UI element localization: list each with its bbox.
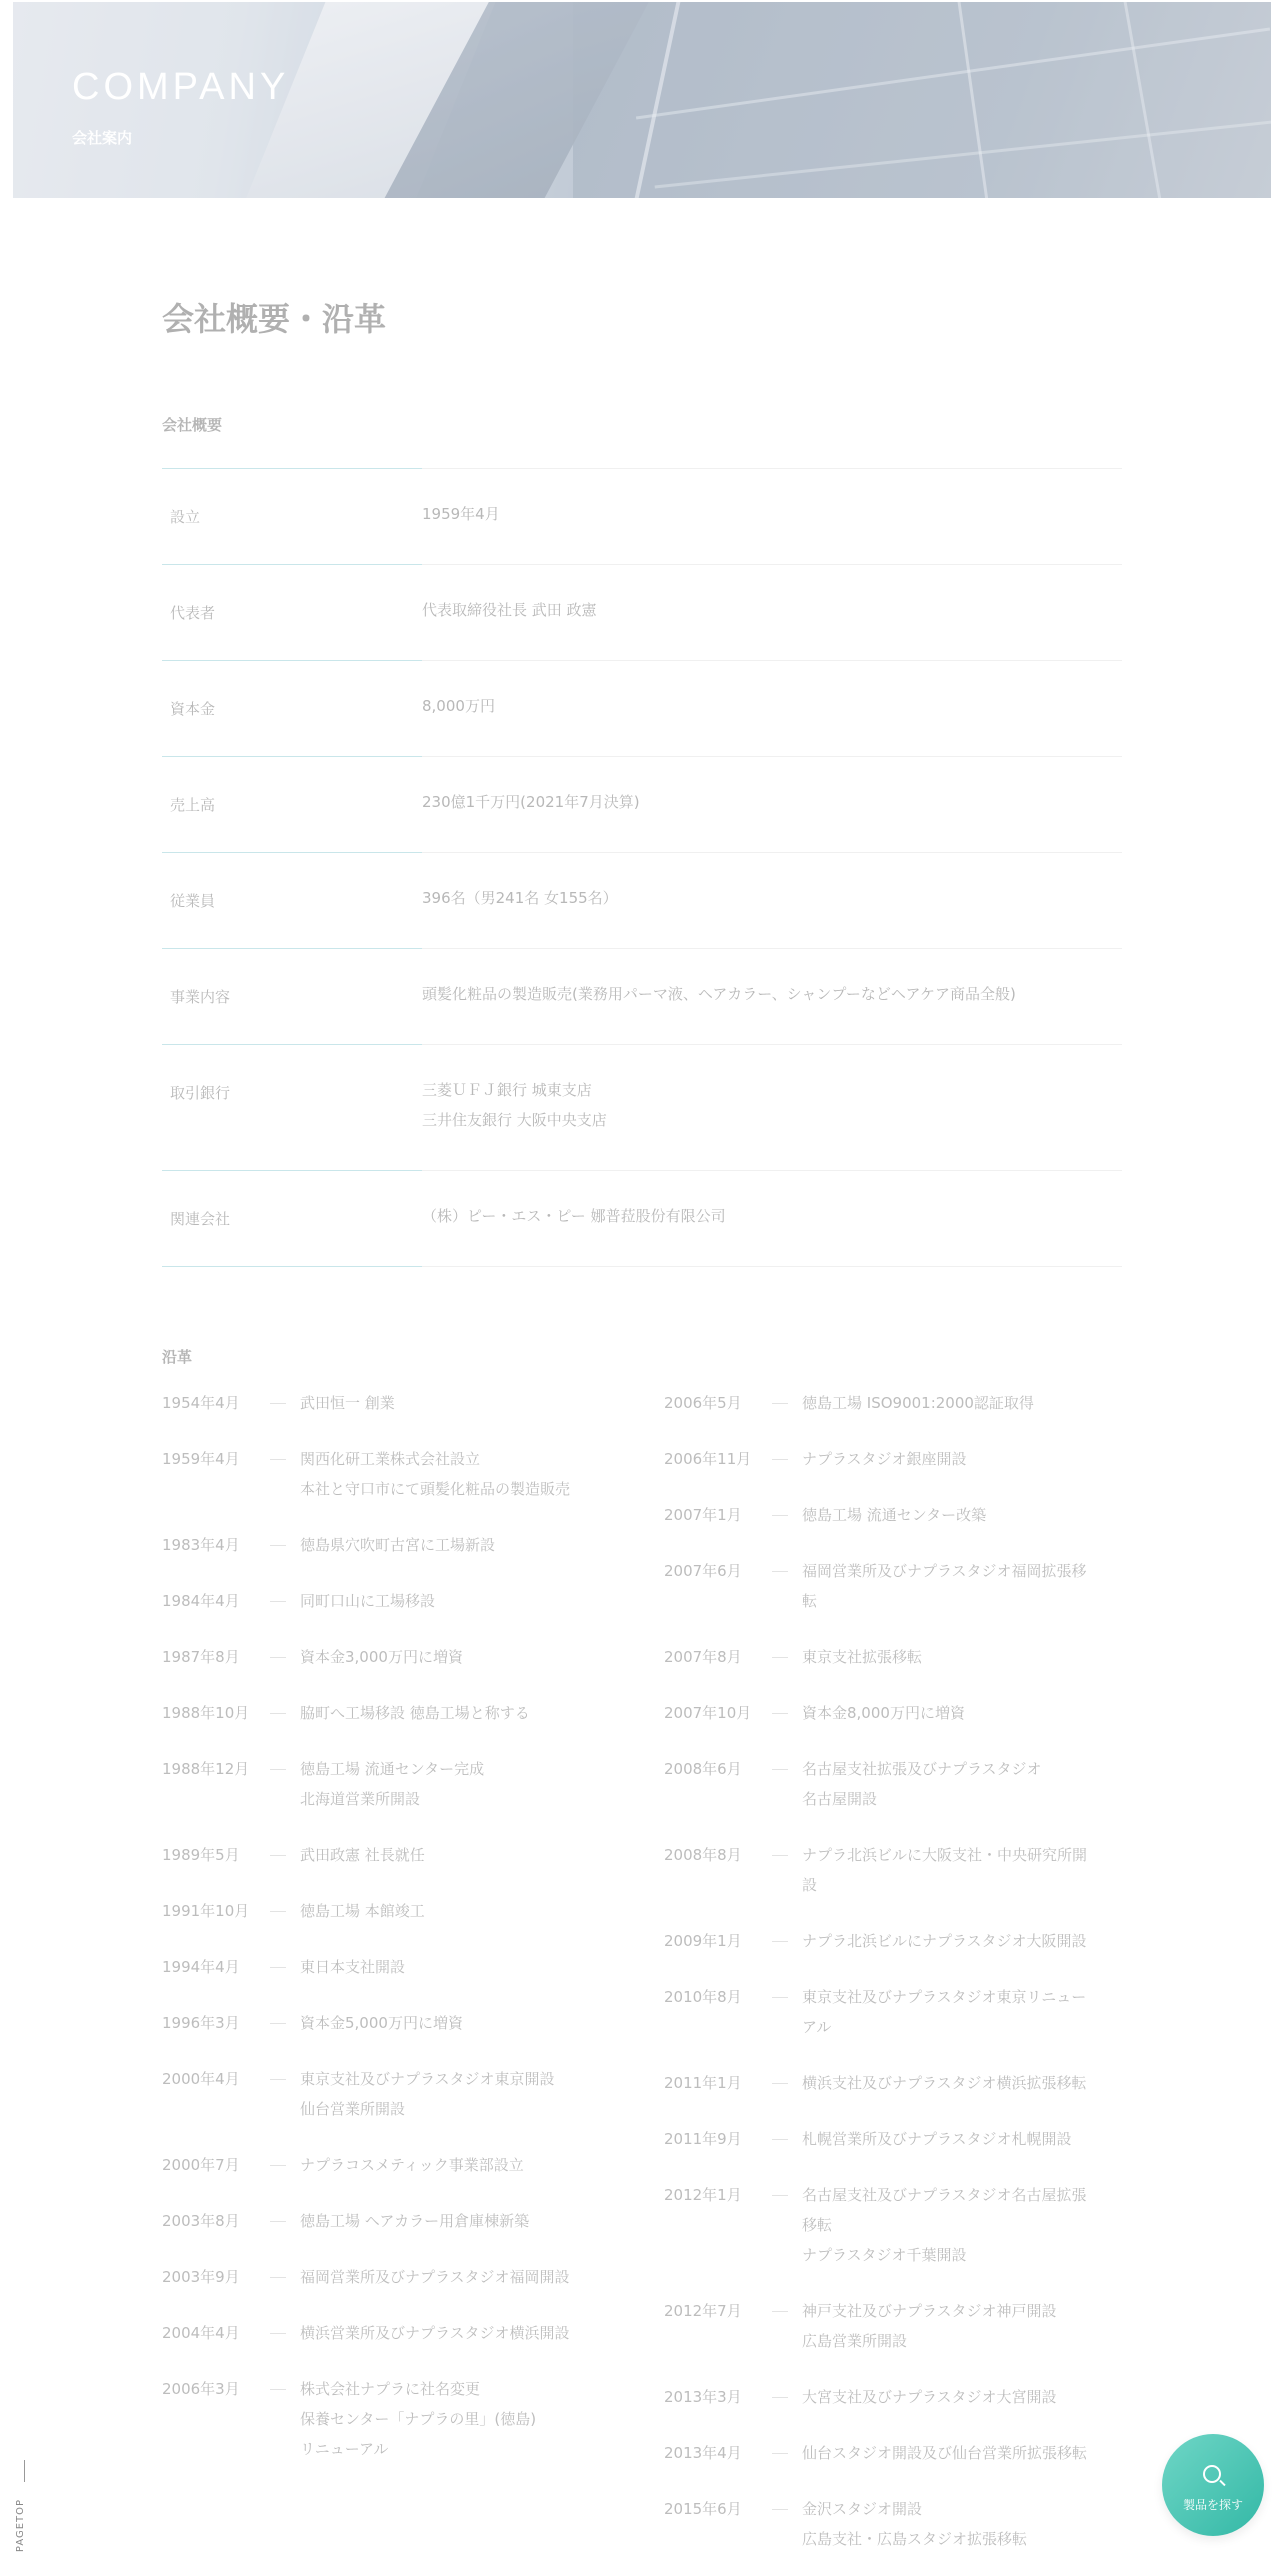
- history-dash: [266, 1444, 300, 1504]
- overview-row: [162, 661, 1122, 757]
- history-item: [664, 2180, 1124, 2270]
- history-item: [664, 1926, 1124, 1956]
- history-date: 2011年1月: [664, 2074, 742, 2092]
- history-dash: [768, 1444, 802, 1474]
- history-text-line: 同町口山に工場移設: [300, 1592, 436, 1610]
- history-text: [300, 1444, 622, 1504]
- history-text-line: 転: [802, 1592, 818, 1610]
- overview-row: [162, 469, 1122, 565]
- history-text-line: 名古屋支社拡張及びナプラスタジオ: [802, 1760, 1042, 1778]
- history-text-line: 資本金3,000万円に増資: [300, 1648, 463, 1666]
- history-text-line: 福岡営業所及びナプラスタジオ福岡拡張移: [802, 1562, 1087, 1580]
- history-dash: [266, 2064, 300, 2124]
- history-heading: 沿革: [162, 1348, 193, 1366]
- history-text-line: 徳島工場 ヘアカラー用倉庫棟新築: [300, 2212, 530, 2230]
- history-item: [664, 2438, 1124, 2468]
- history-item: [162, 1444, 622, 1504]
- history-date: 1994年4月: [162, 1958, 240, 1976]
- pagetop-link[interactable]: [14, 2460, 36, 2560]
- history-date: 2007年10月: [664, 1704, 752, 1722]
- history-item: [162, 2206, 622, 2236]
- history-text-line: ナプラコスメティック事業部設立: [300, 2156, 524, 2174]
- history-dash: [768, 2494, 802, 2554]
- history-text-line: ナプラ北浜ビルに大阪支社・中央研究所開: [802, 1846, 1088, 1864]
- history-text: [802, 1982, 1124, 2042]
- history-text: [300, 1840, 622, 1870]
- overview-row: [162, 757, 1122, 853]
- overview-row-value: [422, 654, 1122, 756]
- history-date: 2008年8月: [664, 1846, 742, 1864]
- history-text-line: 名古屋開設: [802, 1790, 878, 1808]
- history-dash: [768, 1982, 802, 2042]
- history-text-line: 東京支社及びナプラスタジオ東京リニュー: [802, 1988, 1087, 2006]
- history-dash: [768, 1388, 802, 1418]
- hero-title: COMPANY: [72, 66, 290, 108]
- history-dash: [266, 2318, 300, 2348]
- history-item: [664, 1556, 1124, 1616]
- history-dash: [768, 1556, 802, 1616]
- history-item: [664, 2494, 1124, 2554]
- history-text-line: 横浜営業所及びナプラスタジオ横浜開設: [300, 2324, 570, 2342]
- hero-banner: [13, 2, 1271, 198]
- history-dash: [266, 1530, 300, 1560]
- history-text: [802, 2494, 1124, 2554]
- overview-row-label: 資本金: [170, 700, 216, 718]
- history-item: [664, 2296, 1124, 2356]
- history-date: 1989年5月: [162, 1846, 240, 1864]
- history-date: 2013年4月: [664, 2444, 742, 2462]
- history-text: [802, 1840, 1124, 1900]
- history-item: [664, 1642, 1124, 1672]
- history-dash: [768, 1926, 802, 1956]
- history-dash: [266, 1586, 300, 1616]
- overview-row: [162, 565, 1122, 661]
- history-date: 2007年6月: [664, 1562, 742, 1580]
- page-title: 会社概要・沿革: [162, 300, 387, 338]
- history-text: [300, 1896, 622, 1926]
- history-text: [300, 2262, 622, 2292]
- history-list-right: [664, 1388, 1124, 2568]
- overview-value-line: 三井住友銀行 大阪中央支店: [422, 1111, 607, 1129]
- overview-row-label: 関連会社: [170, 1210, 231, 1228]
- history-text: [802, 1754, 1124, 1814]
- history-dash: [768, 1698, 802, 1728]
- history-date: 2011年9月: [664, 2130, 742, 2148]
- history-text: [300, 2150, 622, 2180]
- history-text: [802, 1388, 1124, 1418]
- history-item: [664, 2068, 1124, 2098]
- history-item: [664, 1982, 1124, 2042]
- history-date: 1991年10月: [162, 1902, 250, 1920]
- history-item: [162, 1586, 622, 1616]
- overview-value-line: 1959年4月: [422, 505, 500, 523]
- overview-row: [162, 949, 1122, 1045]
- history-list-left: [162, 1388, 622, 2490]
- history-item: [664, 2382, 1124, 2412]
- history-text-line: 名古屋支社及びナプラスタジオ名古屋拡張: [802, 2186, 1087, 2204]
- overview-row-value: [422, 942, 1122, 1044]
- history-text-line: 関西化研工業株式会社設立: [300, 1450, 481, 1468]
- history-text: [300, 2318, 622, 2348]
- overview-row-label: 従業員: [170, 892, 216, 910]
- overview-row-value: [422, 1164, 1122, 1266]
- overview-value-line: 三菱ＵＦＪ銀行 城東支店: [422, 1081, 592, 1099]
- history-text-line: 設: [802, 1876, 818, 1894]
- history-text: [802, 1698, 1124, 1728]
- overview-value-line: 8,000万円: [422, 697, 495, 715]
- history-date: 1988年12月: [162, 1760, 250, 1778]
- overview-row: [162, 853, 1122, 949]
- history-text: [300, 2206, 622, 2236]
- find-products-label: 製品を探す: [1182, 2498, 1243, 2512]
- history-text-line: 徳島工場 流通センター改築: [802, 1506, 987, 1524]
- history-text-line: 徳島工場 本館竣工: [300, 1902, 425, 1920]
- history-date: 2000年7月: [162, 2156, 240, 2174]
- history-text-line: 武田政憲 社長就任: [300, 1846, 425, 1864]
- history-text: [300, 2064, 622, 2124]
- history-text-line: 徳島工場 ISO9001:2000認証取得: [802, 1394, 1034, 1412]
- history-date: 1954年4月: [162, 1394, 240, 1412]
- history-text-line: 札幌営業所及びナプラスタジオ札幌開設: [802, 2130, 1072, 2148]
- history-text: [802, 1642, 1124, 1672]
- history-date: 2003年8月: [162, 2212, 240, 2230]
- history-dash: [266, 1388, 300, 1418]
- pagetop-label: PAGETOP: [15, 2498, 27, 2553]
- history-dash: [266, 1754, 300, 1814]
- pagetop-line: [24, 2460, 25, 2482]
- overview-row-value: [422, 846, 1122, 948]
- history-date: 2009年1月: [664, 1932, 742, 1950]
- history-date: 1959年4月: [162, 1450, 240, 1468]
- overview-row-value: [422, 750, 1122, 852]
- history-text-line: 広島営業所開設: [802, 2332, 908, 2350]
- history-item: [162, 1896, 622, 1926]
- history-dash: [266, 1642, 300, 1672]
- history-text: [300, 2008, 622, 2038]
- history-item: [664, 2124, 1124, 2154]
- history-text: [802, 2124, 1124, 2154]
- history-dash: [266, 2262, 300, 2292]
- history-text: [802, 2438, 1124, 2468]
- overview-row: [162, 1171, 1122, 1267]
- history-dash: [768, 2124, 802, 2154]
- history-item: [664, 1754, 1124, 1814]
- history-text-line: ナプラスタジオ銀座開設: [802, 1450, 967, 1468]
- history-text: [802, 1926, 1124, 1956]
- history-dash: [768, 1840, 802, 1900]
- history-date: 2010年8月: [664, 1988, 742, 2006]
- history-date: 1987年8月: [162, 1648, 240, 1666]
- history-date: 2012年7月: [664, 2302, 742, 2320]
- history-item: [664, 1444, 1124, 1474]
- history-text: [300, 1698, 622, 1728]
- history-text-line: 本社と守口市にて頭髪化粧品の製造販売: [300, 1480, 571, 1498]
- history-dash: [266, 2008, 300, 2038]
- history-date: 2008年6月: [664, 1760, 742, 1778]
- history-dash: [768, 2296, 802, 2356]
- history-date: 2003年9月: [162, 2268, 240, 2286]
- history-item: [162, 1952, 622, 1982]
- history-text-line: 株式会社ナプラに社名変更: [300, 2380, 481, 2398]
- history-text-line: 仙台営業所開設: [300, 2100, 406, 2118]
- history-dash: [266, 1698, 300, 1728]
- history-dash: [266, 2150, 300, 2180]
- history-text: [300, 1586, 622, 1616]
- overview-row-label: 代表者: [170, 604, 216, 622]
- history-dash: [768, 2068, 802, 2098]
- overview-row-label: 売上高: [170, 796, 216, 814]
- history-date: 2007年8月: [664, 1648, 742, 1666]
- history-text-line: リニューアル: [300, 2440, 389, 2458]
- history-item: [664, 1840, 1124, 1900]
- history-text: [802, 1500, 1124, 1530]
- history-text: [300, 1530, 622, 1560]
- history-date: 2000年4月: [162, 2070, 240, 2088]
- history-dash: [768, 1500, 802, 1530]
- history-item: [664, 1500, 1124, 1530]
- history-date: 2013年3月: [664, 2388, 742, 2406]
- history-text-line: 脇町へ工場移設 徳島工場と称する: [300, 1704, 530, 1722]
- overview-row-label: 事業内容: [170, 988, 231, 1006]
- history-text-line: アル: [802, 2018, 832, 2036]
- history-date: 1988年10月: [162, 1704, 250, 1722]
- history-dash: [768, 2382, 802, 2412]
- overview-value-line: 代表取締役社長 武田 政憲: [422, 601, 597, 619]
- overview-row-value: [422, 1038, 1122, 1170]
- history-text-line: 東京支社及びナプラスタジオ東京開設: [300, 2070, 555, 2088]
- history-date: 1983年4月: [162, 1536, 240, 1554]
- history-item: [162, 2008, 622, 2038]
- history-text-line: 横浜支社及びナプラスタジオ横浜拡張移転: [802, 2074, 1087, 2092]
- history-text-line: 東日本支社開設: [300, 1958, 406, 1976]
- history-item: [664, 1698, 1124, 1728]
- history-text-line: ナプラ北浜ビルにナプラスタジオ大阪開設: [802, 1932, 1087, 1950]
- history-text: [300, 2374, 622, 2464]
- history-text: [300, 1388, 622, 1418]
- history-text-line: 神戸支社及びナプラスタジオ神戸開設: [802, 2302, 1057, 2320]
- history-item: [162, 2262, 622, 2292]
- history-text: [300, 1642, 622, 1672]
- history-date: 2006年11月: [664, 1450, 752, 1468]
- overview-row-value: [422, 558, 1122, 660]
- history-text-line: 移転: [802, 2216, 833, 2234]
- overview-row: [162, 1045, 1122, 1171]
- history-text-line: 大宮支社及びナプラスタジオ大宮開設: [802, 2388, 1057, 2406]
- history-item: [162, 1530, 622, 1560]
- history-dash: [768, 2180, 802, 2270]
- history-text: [300, 1754, 622, 1814]
- history-text: [802, 2068, 1124, 2098]
- history-text-line: 徳島工場 流通センター完成: [300, 1760, 485, 1778]
- history-item: [664, 1388, 1124, 1418]
- history-text-line: 福岡営業所及びナプラスタジオ福岡開設: [300, 2268, 570, 2286]
- history-text-line: 仙台スタジオ開設及び仙台営業所拡張移転: [802, 2444, 1088, 2462]
- find-products-button[interactable]: [1162, 2434, 1264, 2536]
- history-text: [802, 2180, 1124, 2270]
- history-item: [162, 1754, 622, 1814]
- history-dash: [266, 1952, 300, 1982]
- history-dash: [266, 1840, 300, 1870]
- history-date: 1996年3月: [162, 2014, 240, 2032]
- history-text-line: 徳島県穴吹町古宮に工場新設: [300, 1536, 496, 1554]
- search-icon: [1203, 2465, 1221, 2483]
- history-text: [300, 1952, 622, 1982]
- history-item: [162, 1840, 622, 1870]
- history-text-line: 資本金5,000万円に増資: [300, 2014, 463, 2032]
- history-dash: [768, 1754, 802, 1814]
- history-text-line: ナプラスタジオ千葉開設: [802, 2246, 967, 2264]
- company-overview-table: [162, 468, 1122, 1267]
- overview-heading: 会社概要: [162, 416, 223, 434]
- history-text-line: 東京支社拡張移転: [802, 1648, 923, 1666]
- history-date: 2004年4月: [162, 2324, 240, 2342]
- history-item: [162, 1642, 622, 1672]
- history-text-line: 保養センター「ナプラの里」(徳島): [300, 2410, 537, 2428]
- overview-value-line: （株）ピー・エス・ピー 娜普菈股份有限公司: [422, 1207, 726, 1225]
- history-item: [162, 2374, 622, 2464]
- history-date: 2015年6月: [664, 2500, 742, 2518]
- overview-row-label: 取引銀行: [170, 1084, 231, 1102]
- history-date: 2012年1月: [664, 2186, 742, 2204]
- overview-value-line: 頭髪化粧品の製造販売(業務用パーマ液、ヘアカラー、シャンプーなどヘアケア商品全般): [422, 985, 1016, 1003]
- history-date: 1984年4月: [162, 1592, 240, 1610]
- history-date: 2006年5月: [664, 1394, 742, 1412]
- history-text-line: 金沢スタジオ開設: [802, 2500, 923, 2518]
- history-text-line: 武田恒一 創業: [300, 1394, 395, 1412]
- history-text-line: 資本金8,000万円に増資: [802, 1704, 965, 1722]
- overview-row-label: 設立: [170, 508, 201, 526]
- history-dash: [266, 2374, 300, 2464]
- hero-subtitle: 会社案内: [72, 129, 133, 147]
- history-text: [802, 1556, 1124, 1616]
- overview-row-value: [422, 462, 1122, 564]
- history-text: [802, 1444, 1124, 1474]
- overview-value-line: 230億1千万円(2021年7月決算): [422, 793, 640, 811]
- history-text-line: 広島支社・広島スタジオ拡張移転: [802, 2530, 1028, 2548]
- history-text-line: 北海道営業所開設: [300, 1790, 421, 1808]
- history-dash: [266, 1896, 300, 1926]
- history-date: 2007年1月: [664, 1506, 742, 1524]
- history-item: [162, 2318, 622, 2348]
- history-date: 2006年3月: [162, 2380, 240, 2398]
- history-item: [162, 1698, 622, 1728]
- history-text: [802, 2296, 1124, 2356]
- history-item: [162, 2150, 622, 2180]
- overview-value-line: 396名（男241名 女155名）: [422, 889, 618, 907]
- history-dash: [768, 2438, 802, 2468]
- history-text: [802, 2382, 1124, 2412]
- history-item: [162, 1388, 622, 1418]
- history-item: [162, 2064, 622, 2124]
- history-dash: [266, 2206, 300, 2236]
- history-dash: [768, 1642, 802, 1672]
